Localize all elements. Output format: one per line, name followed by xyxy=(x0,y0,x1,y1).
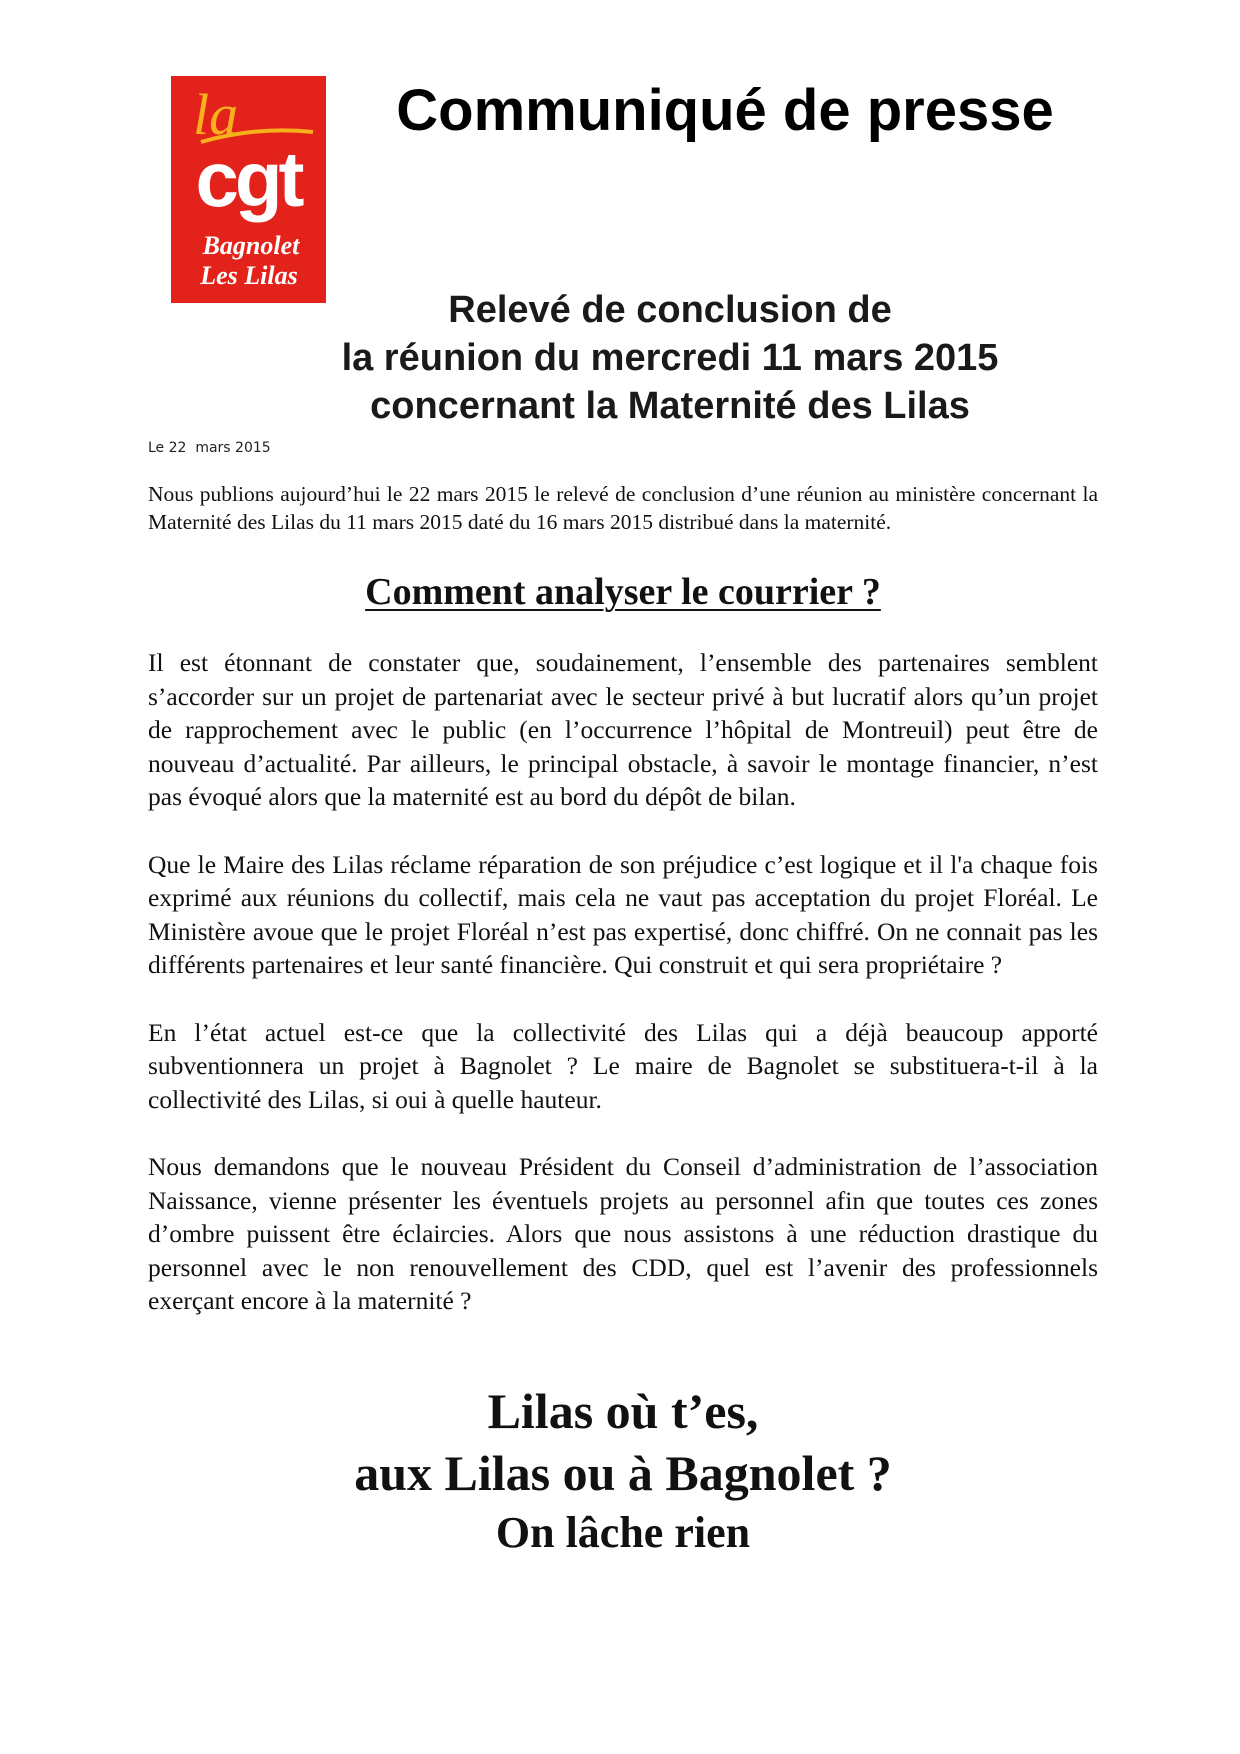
body-paragraph-3: En l’état actuel est-ce que la collectivité des Lilas qui a déjà beaucoup apporté subventionnera un projet à Bagnolet ? Le maire de Bagnolet se substituera-t-il à la collectivité des Lilas, si oui à quelle hauteur. xyxy=(148,1017,1098,1114)
closing-slogan xyxy=(148,1380,1098,1562)
closing-line-1: Lilas où t’es, xyxy=(487,1383,759,1439)
closing-line-2: aux Lilas ou à Bagnolet ? xyxy=(354,1445,892,1501)
cgt-logo xyxy=(171,76,326,303)
subtitle-line-2: la réunion du mercredi 11 mars 2015 xyxy=(341,337,999,379)
subtitle-line-3: concernant la Maternité des Lilas xyxy=(370,385,970,427)
logo-la: la xyxy=(193,82,239,147)
section-heading: Comment analyser le courrier ? xyxy=(365,571,881,613)
body-text xyxy=(148,646,1098,1351)
subtitle-block xyxy=(290,286,1050,430)
intro-paragraph: Nous publions aujourd’hui le 22 mars 2015 le relevé de conclusion d’une réunion au ministère concernant la Maternité des Lilas du 11 mars 2015 daté du 16 mars 2015 distribué dans la maternité. xyxy=(148,482,1098,534)
subtitle-line-1: Relevé de conclusion de xyxy=(448,289,892,331)
logo-bagnolet: Bagnolet xyxy=(202,231,300,260)
logo-cgt: cgt xyxy=(195,135,301,223)
logo-les-lilas: Les Lilas xyxy=(200,261,298,290)
release-date: Le 22 mars 2015 xyxy=(148,440,271,456)
page-title: Communiqué de presse xyxy=(396,78,1054,143)
body-paragraph-4: Nous demandons que le nouveau Président du Conseil d’administration de l’association Naissance, vienne présenter les éventuels projets au personnel afin que toutes ces zones d’ombre puissent être éclaircies. Alors que nous assistons à une réduction drastique du personnel avec le non renouvellement des CDD, quel est l’avenir des professionnels exerçant encore à la maternité ? xyxy=(148,1151,1098,1316)
closing-line-3: On lâche rien xyxy=(495,1508,751,1557)
body-paragraph-1: Il est étonnant de constater que, soudainement, l’ensemble des partenaires semblent s’accorder sur un projet de partenariat avec le secteur privé à but lucratif alors qu’un projet de rapprochement avec le public (en l’occurrence l’hôpital de Montreuil) peut être de nouveau d’actualité. Par ailleurs, le principal obstacle, à savoir le montage financier, n’est pas évoqué alors que la maternité est au bord du dépôt de bilan. xyxy=(148,648,1098,812)
body-paragraph-2: Que le Maire des Lilas réclame réparation de son préjudice c’est logique et il l'a chaque fois exprimé aux réunions du collectif, mais cela ne vaut pas acceptation du projet Floréal. Le Ministère avoue que le projet Floréal n’est pas expertisé, donc chiffré. On ne connait pas les différents partenaires et leur santé financière. Qui construit et qui sera propriétaire ? xyxy=(148,849,1098,980)
